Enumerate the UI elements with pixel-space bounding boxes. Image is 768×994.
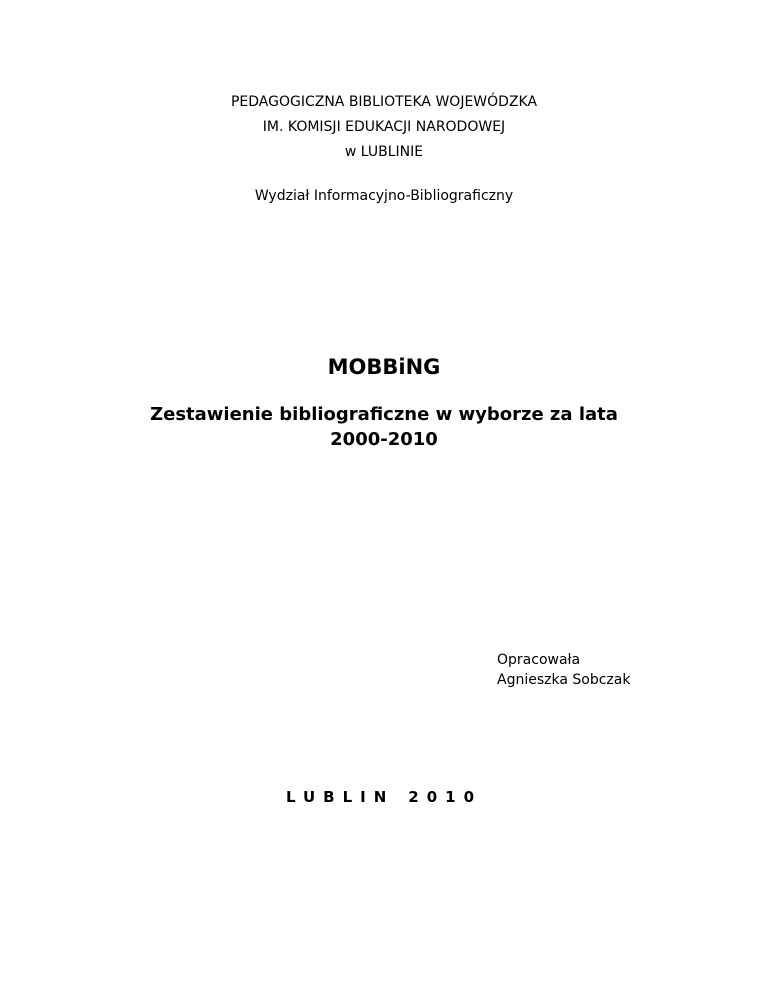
prepared-by-label: Opracowała	[497, 652, 581, 668]
publication-year: 2010	[408, 788, 483, 806]
institution-name-line1: PEDAGOGICZNA BIBLIOTEKA WOJEWÓDZKA	[230, 94, 538, 110]
subtitle-line1: Zestawienie bibliograficzne w wyborze za lata	[150, 404, 618, 425]
place-and-year	[0, 786, 768, 808]
subtitle-line2: 2000-2010	[330, 429, 438, 450]
author-block	[497, 650, 630, 690]
author-name: Agnieszka Sobczak	[497, 672, 631, 688]
department-name: Wydział Informacyjno-Bibliograficzny	[254, 188, 514, 204]
institution-city: w LUBLINIE	[344, 144, 424, 160]
institution-name-line2: IM. KOMISJI EDUKACJI NARODOWEJ	[262, 119, 506, 135]
document-subtitle	[0, 402, 768, 452]
institution-header	[0, 90, 768, 165]
publication-place: LUBLIN	[285, 788, 395, 806]
document-title: MOBBiNG	[327, 355, 441, 379]
